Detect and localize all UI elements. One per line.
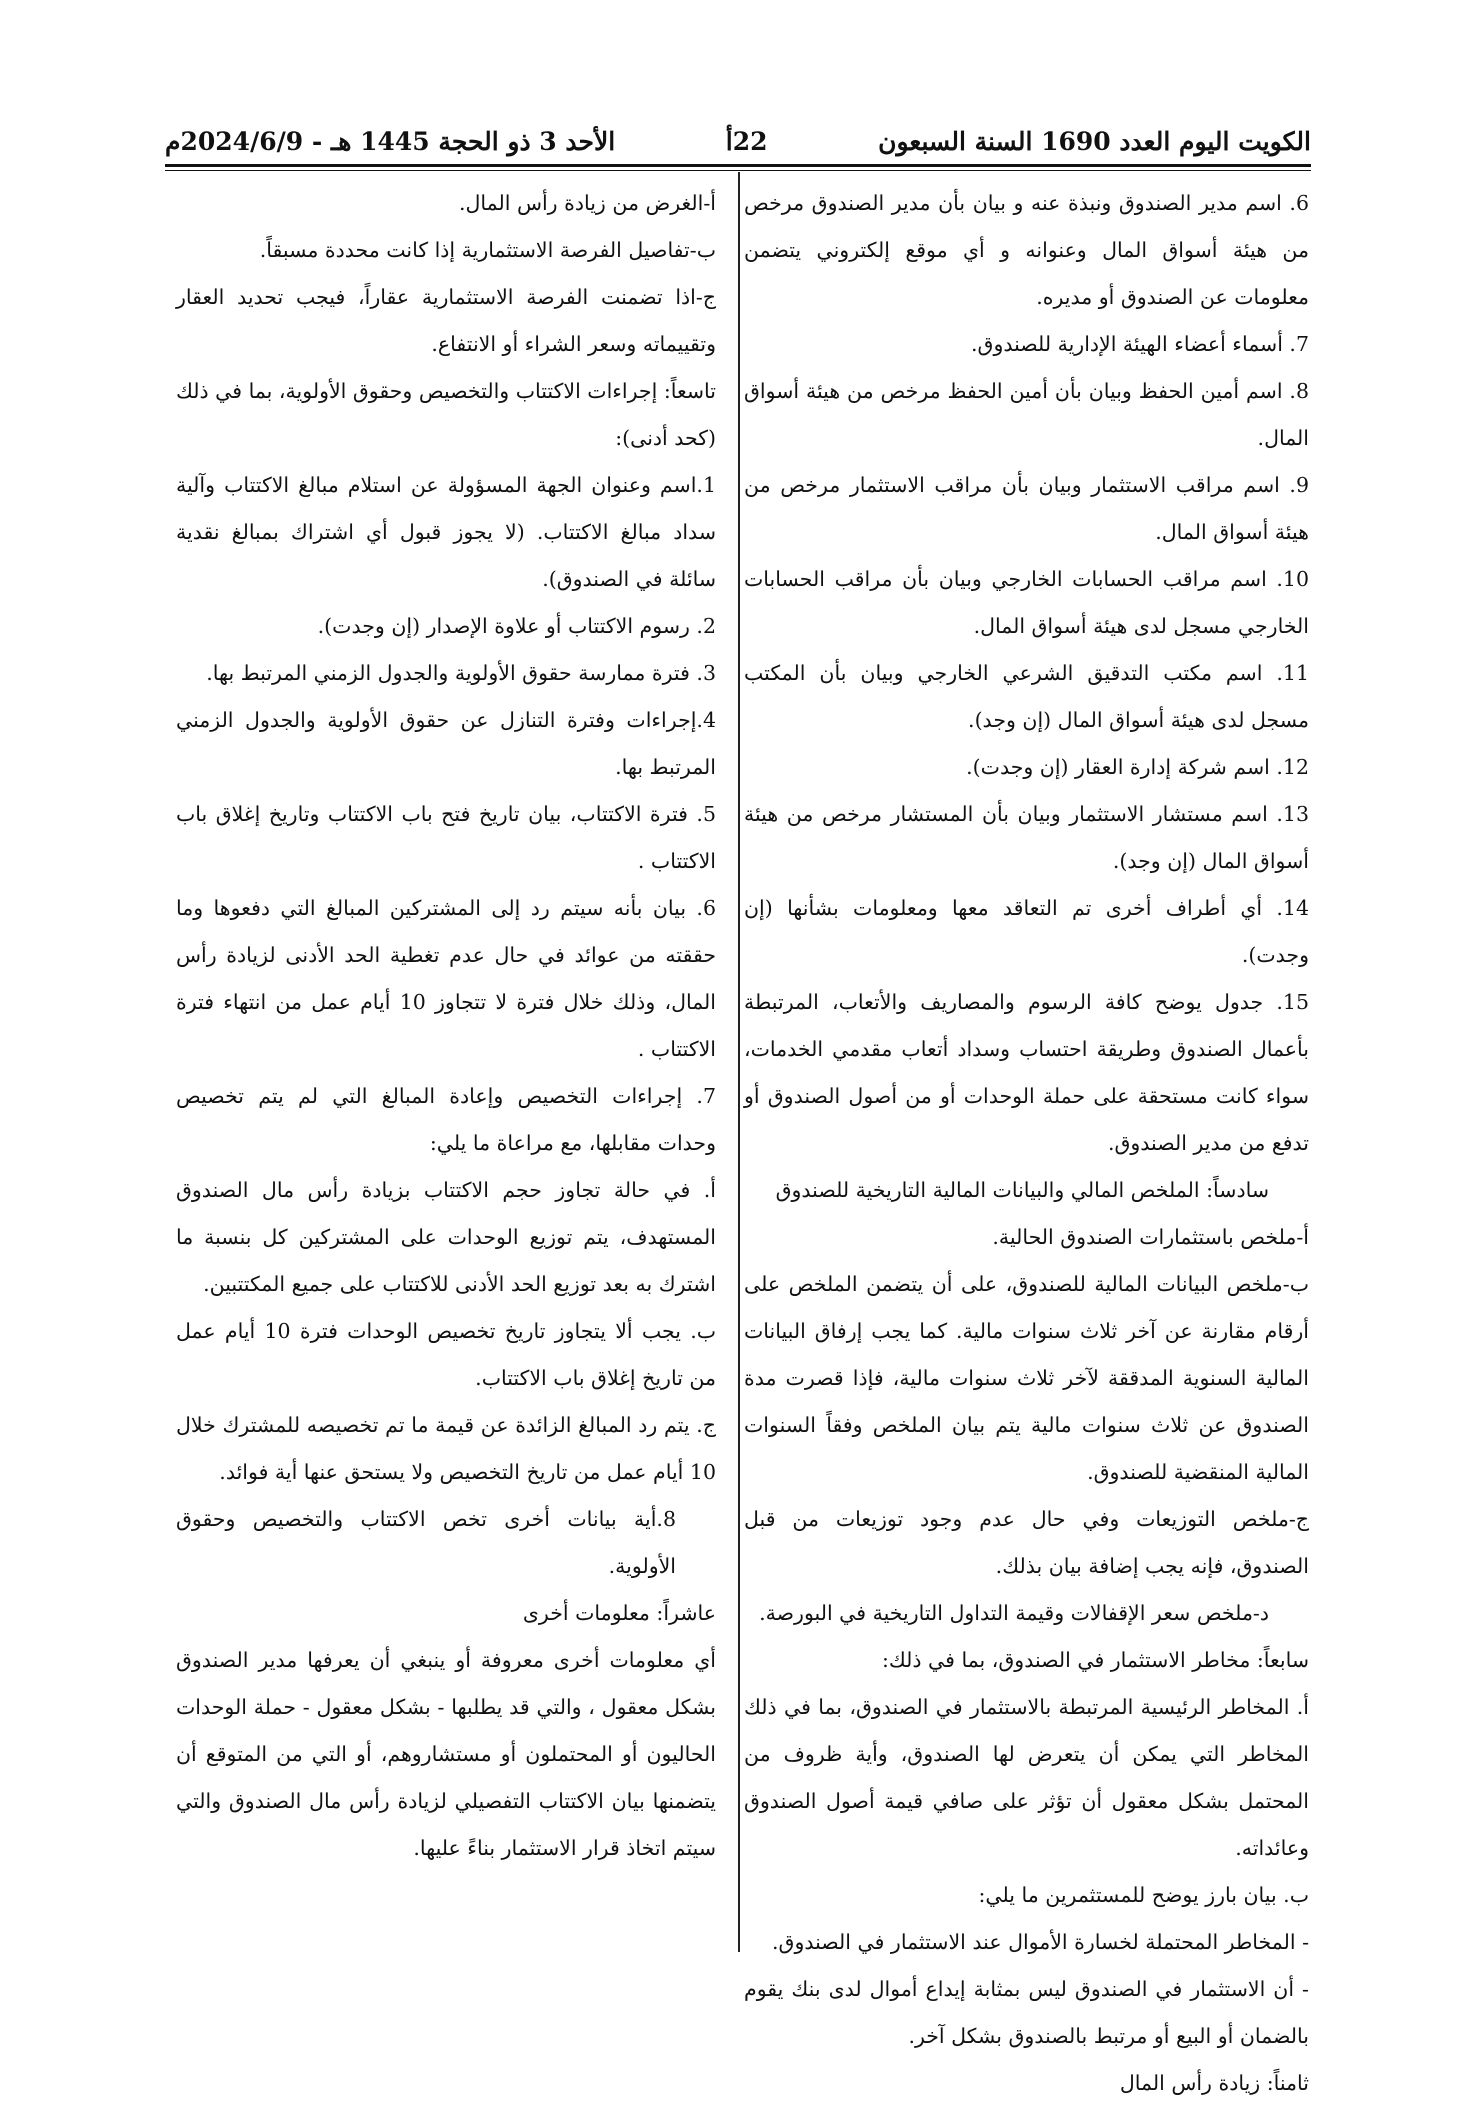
paragraph: - أن الاستثمار في الصندوق ليس بمثابة إيداع أموال لدى بنك يقوم بالضمان أو البيع أو مرتبط بالصندوق بشكل آخر. xyxy=(744,1977,1309,2048)
header-date: الأحد 3 ذو الحجة 1445 هـ - 2024/6/9م xyxy=(165,126,616,156)
paragraph: 4.إجراءات وفترة التنازل عن حقوق الأولوية والجدول الزمني المرتبط بها. xyxy=(176,708,716,779)
section-heading: تاسعاً: إجراءات الاكتتاب والتخصيص وحقوق الأولوية، بما في ذلك (كحد أدنى): xyxy=(176,379,716,450)
paragraph: أ-الغرض من زيادة رأس المال. xyxy=(459,191,716,215)
paragraph: 13. اسم مستشار الاستثمار وبيان بأن المستشار مرخص من هيئة أسواق المال (إن وجد). xyxy=(744,802,1309,873)
paragraph: 3. فترة ممارسة حقوق الأولوية والجدول الزمني المرتبط بها. xyxy=(206,661,716,685)
paragraph: 8.أية بيانات أخرى تخص الاكتتاب والتخصيص وحقوق الأولوية. xyxy=(176,1507,676,1578)
paragraph: ج-ملخص التوزيعات وفي حال عدم وجود توزيعات من قبل الصندوق، فإنه يجب إضافة بيان بذلك. xyxy=(744,1507,1309,1578)
header-issue: الكويت اليوم العدد 1690 السنة السبعون xyxy=(878,126,1311,156)
paragraph: أ. المخاطر الرئيسية المرتبطة بالاستثمار في الصندوق، بما في ذلك المخاطر التي يمكن أن يتعرض لها الصندوق، وأية ظروف من المحتمل بشكل معقول أن تؤثر على صافي قيمة أصول الصندوق وعائداته. xyxy=(744,1695,1309,1860)
paragraph: 2. رسوم الاكتتاب أو علاوة الإصدار (إن وجدت). xyxy=(317,614,716,638)
paragraph: ب-ملخص البيانات المالية للصندوق، على أن يتضمن الملخص على أرقام مقارنة عن آخر ثلاث سنوات مالية. كما يجب إرفاق البيانات المالية السنوية المدققة لآخر ثلاث سنوات مالية، فإذا قصرت مدة الصندوق عن ثلاث سنوات مالية يتم بيان الملخص وفقاً السنوات المالية المنقضية للصندوق. xyxy=(744,1272,1309,1484)
paragraph: أ. في حالة تجاوز حجم الاكتتاب بزيادة رأس مال الصندوق المستهدف، يتم توزيع الوحدات على المشتركين كل بنسبة ما اشترك به بعد توزيع الحد الأدنى للاكتتاب على جميع المكتتبين. xyxy=(176,1178,716,1296)
paragraph: 8. اسم أمين الحفظ وبيان بأن أمين الحفظ مرخص من هيئة أسواق المال. xyxy=(744,379,1309,450)
paragraph: ب-تفاصيل الفرصة الاستثمارية إذا كانت محددة مسبقاً. xyxy=(259,238,716,262)
paragraph: 7. إجراءات التخصيص وإعادة المبالغ التي لم يتم تخصيص وحدات مقابلها، مع مراعاة ما يلي: xyxy=(176,1084,716,1155)
paragraph: - المخاطر المحتملة لخسارة الأموال عند الاستثمار في الصندوق. xyxy=(772,1930,1309,1954)
section-heading: عاشراً: معلومات أخرى xyxy=(522,1601,716,1625)
paragraph: ج-اذا تضمنت الفرصة الاستثمارية عقاراً، فيجب تحديد العقار وتقييماته وسعر الشراء أو الانتفاع. xyxy=(176,285,716,356)
section-heading: سادساً: الملخص المالي والبيانات المالية التاريخية للصندوق xyxy=(775,1178,1269,1202)
page-number: 22أ xyxy=(725,126,768,156)
paragraph: 14. أي أطراف أخرى تم التعاقد معها ومعلومات بشأنها (إن وجدت). xyxy=(744,896,1309,967)
paragraph: أ-ملخص باستثمارات الصندوق الحالية. xyxy=(992,1225,1309,1249)
right-column xyxy=(744,180,1309,2107)
paragraph: 6. اسم مدير الصندوق ونبذة عنه و بيان بأن مدير الصندوق مرخص من هيئة أسواق المال وعنوانه و أي موقع إلكتروني يتضمن معلومات عن الصندوق أو مديره. xyxy=(744,191,1310,309)
paragraph: 11. اسم مكتب التدقيق الشرعي الخارجي وبيان بأن المكتب مسجل لدى هيئة أسواق المال (إن وجد). xyxy=(744,661,1309,732)
paragraph: د-ملخص سعر الإقفالات وقيمة التداول التاريخية في البورصة. xyxy=(759,1601,1269,1625)
page-header xyxy=(165,118,1311,164)
paragraph: ب. بيان بارز يوضح للمستثمرين ما يلي: xyxy=(978,1883,1309,1907)
paragraph: ب. يجب ألا يتجاوز تاريخ تخصيص الوحدات فترة 10 أيام عمل من تاريخ إغلاق باب الاكتتاب. xyxy=(176,1319,717,1390)
paragraph: 9. اسم مراقب الاستثمار وبيان بأن مراقب الاستثمار مرخص من هيئة أسواق المال. xyxy=(744,473,1309,544)
paragraph: 5. فترة الاكتتاب، بيان تاريخ فتح باب الاكتتاب وتاريخ إغلاق باب الاكتتاب . xyxy=(176,802,716,873)
section-heading: ثامناً: زيادة رأس المال xyxy=(1119,2071,1309,2095)
paragraph: 15. جدول يوضح كافة الرسوم والمصاريف والأتعاب، المرتبطة بأعمال الصندوق وطريقة احتساب وسداد أتعاب مقدمي الخدمات، سواء كانت مستحقة على حملة الوحدات أو من أصول الصندوق أو تدفع من مدير الصندوق. xyxy=(744,990,1309,1155)
paragraph: 6. بيان بأنه سيتم رد إلى المشتركين المبالغ التي دفعوها وما حققته من عوائد في حال عدم تغطية الحد الأدنى لزيادة رأس المال، وذلك خلال فترة لا تتجاوز 10 أيام عمل من انتهاء فترة الاكتتاب . xyxy=(176,896,716,1061)
left-column xyxy=(176,180,716,1872)
header-rule xyxy=(165,164,1311,171)
paragraph: 7. أسماء أعضاء الهيئة الإدارية للصندوق. xyxy=(971,332,1309,356)
paragraph: ج. يتم رد المبالغ الزائدة عن قيمة ما تم تخصيصه للمشترك خلال 10 أيام عمل من تاريخ التخصيص ولا يستحق عنها أية فوائد. xyxy=(176,1413,716,1484)
section-heading: سابعاً: مخاطر الاستثمار في الصندوق، بما في ذلك: xyxy=(881,1648,1309,1672)
paragraph: 10. اسم مراقب الحسابات الخارجي وبيان بأن مراقب الحسابات الخارجي مسجل لدى هيئة أسواق المال. xyxy=(744,567,1309,638)
paragraph: 12. اسم شركة إدارة العقار (إن وجدت). xyxy=(966,755,1309,779)
paragraph: 1.اسم وعنوان الجهة المسؤولة عن استلام مبالغ الاكتتاب وآلية سداد مبالغ الاكتتاب. (لا يجوز قبول أي اشتراك بمبالغ نقدية سائلة في الصندوق). xyxy=(176,473,716,591)
column-divider xyxy=(738,172,740,1952)
paragraph: أي معلومات أخرى معروفة أو ينبغي أن يعرفها مدير الصندوق بشكل معقول ، والتي قد يطلبها - بشكل معقول - حملة الوحدات الحاليون أو المحتملون أو مستشاروهم، أو التي من المتوقع أن يتضمنها بيان الاكتتاب التفصيلي لزيادة رأس مال الصندوق والتي سيتم اتخاذ قرار الاستثمار بناءً عليها. xyxy=(176,1648,716,1860)
